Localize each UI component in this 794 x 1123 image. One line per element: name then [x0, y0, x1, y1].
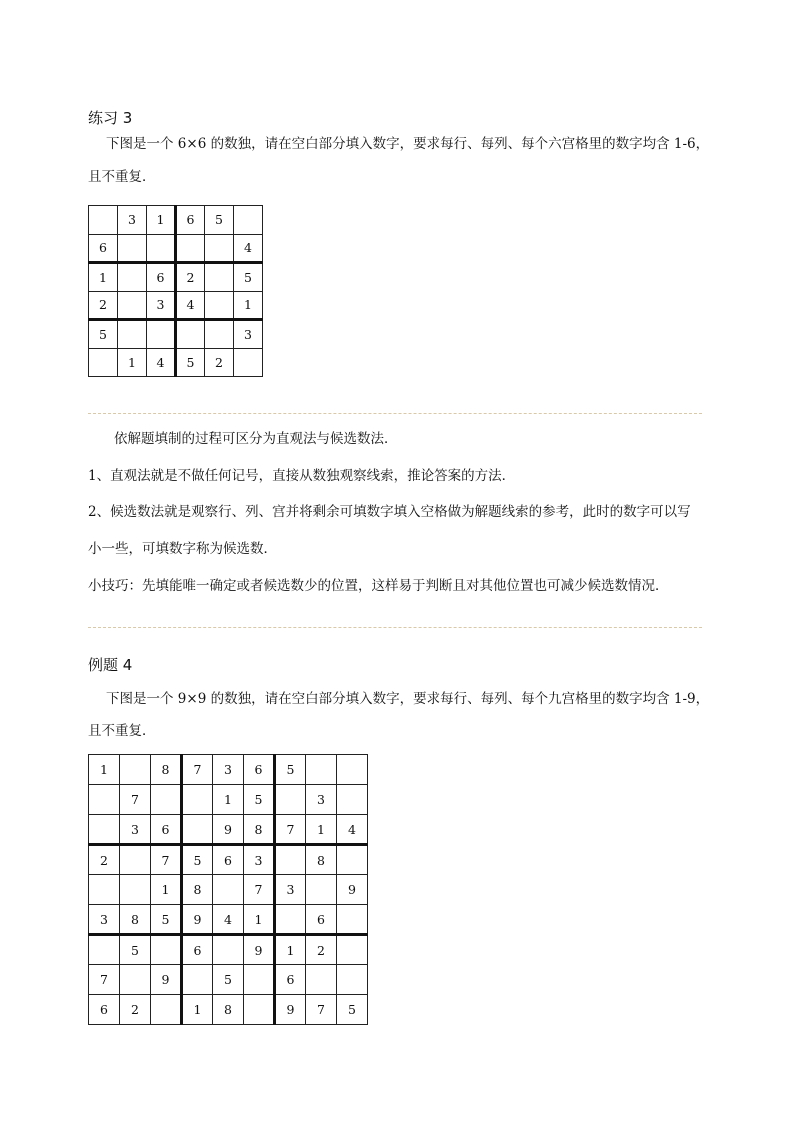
sudoku-9x9-cell: 1 — [244, 905, 275, 935]
sudoku-6x6-cell: 1 — [234, 291, 263, 320]
sudoku-6x6-cell[interactable] — [234, 348, 263, 377]
sudoku-9x9-cell: 9 — [244, 935, 275, 965]
sudoku-6x6-cell[interactable] — [147, 234, 176, 263]
sudoku-9x9-row — [89, 845, 368, 875]
sudoku-9x9-cell[interactable] — [306, 755, 337, 785]
exercise-3-instruction-line1: 下图是一个 6×6 的数独，请在空白部分填入数字，要求每行、每列、每个六宫格里的数字均含 1-6， — [106, 136, 710, 152]
sudoku-9x9-cell: 8 — [213, 995, 244, 1025]
sudoku-9x9-cell[interactable] — [275, 785, 306, 815]
sudoku-9x9-cell[interactable] — [120, 755, 151, 785]
sudoku-9x9-cell[interactable] — [89, 815, 120, 845]
sudoku-9x9-cell: 9 — [151, 965, 182, 995]
sudoku-6x6-cell: 1 — [147, 206, 176, 235]
sudoku-6x6-grid — [88, 205, 263, 377]
sudoku-9x9-cell: 8 — [244, 815, 275, 845]
sudoku-9x9-cell[interactable] — [151, 785, 182, 815]
sudoku-6x6-cell[interactable] — [176, 234, 205, 263]
sudoku-9x9-cell[interactable] — [337, 845, 368, 875]
sudoku-9x9-row — [89, 965, 368, 995]
sudoku-9x9-cell: 3 — [213, 755, 244, 785]
sudoku-9x9-cell[interactable] — [244, 965, 275, 995]
sudoku-9x9-cell: 5 — [182, 845, 213, 875]
sudoku-6x6-cell: 4 — [234, 234, 263, 263]
sudoku-9x9-cell: 7 — [244, 875, 275, 905]
sudoku-6x6-cell[interactable] — [205, 234, 234, 263]
method-intro: 依解题填制的过程可区分为直观法与候选数法． — [114, 431, 398, 447]
sudoku-9x9-cell: 7 — [89, 965, 120, 995]
sudoku-6x6-cell: 1 — [118, 348, 147, 377]
sudoku-9x9-grid — [88, 754, 368, 1025]
sudoku-9x9-cell[interactable] — [182, 815, 213, 845]
sudoku-6x6-cell: 3 — [118, 206, 147, 235]
sudoku-9x9-cell[interactable] — [337, 785, 368, 815]
sudoku-6x6-cell[interactable] — [89, 348, 118, 377]
sudoku-9x9-row — [89, 875, 368, 905]
sudoku-9x9-cell[interactable] — [213, 935, 244, 965]
sudoku-9x9-cell: 7 — [306, 995, 337, 1025]
sudoku-9x9-cell: 8 — [182, 875, 213, 905]
sudoku-9x9-cell[interactable] — [275, 905, 306, 935]
sudoku-9x9-cell: 1 — [275, 935, 306, 965]
sudoku-6x6-row — [89, 320, 263, 349]
sudoku-6x6-cell: 6 — [176, 206, 205, 235]
sudoku-9x9-cell: 6 — [213, 845, 244, 875]
sudoku-9x9-cell: 6 — [306, 905, 337, 935]
sudoku-9x9-cell: 8 — [151, 755, 182, 785]
sudoku-9x9-cell: 3 — [120, 815, 151, 845]
sudoku-9x9-cell: 8 — [120, 905, 151, 935]
method-item-2-line1: 2、候选数法就是观察行、列、宫并将剩余可填数字填入空格做为解题线索的参考，此时的数字可以写 — [88, 504, 691, 520]
sudoku-9x9-row — [89, 785, 368, 815]
sudoku-9x9-cell[interactable] — [89, 875, 120, 905]
sudoku-6x6-row — [89, 234, 263, 263]
sudoku-6x6-cell[interactable] — [118, 320, 147, 349]
sudoku-9x9-cell[interactable] — [306, 875, 337, 905]
sudoku-6x6-cell: 6 — [89, 234, 118, 263]
sudoku-9x9-cell[interactable] — [213, 875, 244, 905]
sudoku-9x9-cell: 5 — [151, 905, 182, 935]
sudoku-6x6-cell: 2 — [89, 291, 118, 320]
sudoku-9x9-cell: 5 — [244, 785, 275, 815]
sudoku-9x9-cell: 7 — [275, 815, 306, 845]
sudoku-9x9-cell: 6 — [182, 935, 213, 965]
method-tip: 小技巧：先填能唯一确定或者候选数少的位置，这样易于判断且对其他位置也可减少候选数情况． — [88, 578, 669, 594]
sudoku-9x9-cell: 6 — [151, 815, 182, 845]
example-4-title: 例题 4 — [88, 656, 133, 674]
sudoku-9x9-cell[interactable] — [89, 785, 120, 815]
sudoku-9x9-cell: 9 — [337, 875, 368, 905]
sudoku-9x9-cell: 5 — [120, 935, 151, 965]
sudoku-9x9-cell[interactable] — [89, 935, 120, 965]
sudoku-9x9-cell: 9 — [213, 815, 244, 845]
sudoku-6x6-cell: 2 — [176, 263, 205, 292]
sudoku-9x9-cell: 1 — [89, 755, 120, 785]
sudoku-9x9-row — [89, 995, 368, 1025]
sudoku-9x9-cell: 3 — [244, 845, 275, 875]
sudoku-6x6-cell: 5 — [176, 348, 205, 377]
sudoku-6x6-cell: 4 — [176, 291, 205, 320]
sudoku-9x9-cell: 4 — [337, 815, 368, 845]
sudoku-9x9-row — [89, 905, 368, 935]
sudoku-9x9-cell[interactable] — [120, 965, 151, 995]
sudoku-6x6-row — [89, 263, 263, 292]
example-4-instruction-line1: 下图是一个 9×9 的数独，请在空白部分填入数字，要求每行、每列、每个九宫格里的数字均含 1-9， — [106, 691, 710, 707]
sudoku-9x9-cell[interactable] — [120, 845, 151, 875]
sudoku-9x9-cell: 2 — [306, 935, 337, 965]
sudoku-6x6-cell: 5 — [234, 263, 263, 292]
sudoku-6x6-cell[interactable] — [118, 291, 147, 320]
sudoku-9x9-cell: 2 — [120, 995, 151, 1025]
sudoku-9x9-cell[interactable] — [244, 995, 275, 1025]
sudoku-9x9-cell[interactable] — [151, 935, 182, 965]
sudoku-9x9-cell: 3 — [306, 785, 337, 815]
sudoku-6x6-cell: 2 — [205, 348, 234, 377]
sudoku-9x9-cell: 9 — [275, 995, 306, 1025]
sudoku-9x9-cell[interactable] — [182, 785, 213, 815]
sudoku-6x6-cell: 5 — [89, 320, 118, 349]
sudoku-9x9-cell: 8 — [306, 845, 337, 875]
sudoku-9x9-cell: 1 — [182, 995, 213, 1025]
sudoku-9x9-cell: 9 — [182, 905, 213, 935]
sudoku-9x9-cell: 1 — [306, 815, 337, 845]
dashed-divider — [88, 413, 702, 414]
sudoku-6x6-cell: 4 — [147, 348, 176, 377]
sudoku-9x9-cell[interactable] — [337, 965, 368, 995]
sudoku-9x9-row — [89, 935, 368, 965]
sudoku-9x9-cell: 4 — [213, 905, 244, 935]
sudoku-6x6-cell[interactable] — [205, 320, 234, 349]
sudoku-9x9-cell[interactable] — [120, 875, 151, 905]
exercise-3-title: 练习 3 — [88, 109, 133, 127]
sudoku-9x9-cell: 1 — [151, 875, 182, 905]
method-item-1: 1、直观法就是不做任何记号，直接从数独观察线索，推论答案的方法． — [88, 468, 516, 484]
sudoku-6x6-cell: 5 — [205, 206, 234, 235]
sudoku-9x9-cell: 5 — [275, 755, 306, 785]
sudoku-9x9-cell: 6 — [275, 965, 306, 995]
sudoku-9x9-cell: 5 — [213, 965, 244, 995]
sudoku-6x6-cell: 3 — [234, 320, 263, 349]
sudoku-9x9-cell: 6 — [89, 995, 120, 1025]
sudoku-9x9-cell: 2 — [89, 845, 120, 875]
sudoku-9x9-cell[interactable] — [306, 965, 337, 995]
sudoku-6x6-cell[interactable] — [205, 291, 234, 320]
sudoku-9x9-cell: 7 — [120, 785, 151, 815]
sudoku-9x9-row — [89, 755, 368, 785]
sudoku-6x6-cell[interactable] — [118, 234, 147, 263]
sudoku-9x9-cell[interactable] — [337, 935, 368, 965]
sudoku-6x6-cell[interactable] — [147, 320, 176, 349]
sudoku-9x9-cell: 7 — [151, 845, 182, 875]
sudoku-9x9-cell: 1 — [213, 785, 244, 815]
exercise-3-instruction-line2: 且不重复． — [88, 169, 156, 185]
example-4-instruction-line2: 且不重复． — [88, 723, 156, 739]
sudoku-6x6-cell[interactable] — [176, 320, 205, 349]
sudoku-6x6-cell[interactable] — [118, 263, 147, 292]
sudoku-6x6-cell[interactable] — [205, 263, 234, 292]
sudoku-6x6-cell: 1 — [89, 263, 118, 292]
sudoku-6x6-cell[interactable] — [234, 206, 263, 235]
sudoku-9x9-cell: 7 — [182, 755, 213, 785]
sudoku-9x9-row — [89, 815, 368, 845]
sudoku-9x9-cell: 6 — [244, 755, 275, 785]
sudoku-9x9-cell[interactable] — [275, 845, 306, 875]
sudoku-9x9-cell: 3 — [89, 905, 120, 935]
method-item-2-line2: 小一些，可填数字称为候选数． — [88, 541, 277, 557]
dashed-divider — [88, 627, 702, 628]
sudoku-9x9-cell[interactable] — [337, 755, 368, 785]
sudoku-9x9-cell: 3 — [275, 875, 306, 905]
sudoku-9x9-cell[interactable] — [151, 995, 182, 1025]
sudoku-6x6-cell[interactable] — [89, 206, 118, 235]
sudoku-6x6-row — [89, 206, 263, 235]
sudoku-6x6-row — [89, 348, 263, 377]
sudoku-6x6-row — [89, 291, 263, 320]
sudoku-6x6-cell: 6 — [147, 263, 176, 292]
sudoku-9x9-cell: 5 — [337, 995, 368, 1025]
sudoku-6x6-cell: 3 — [147, 291, 176, 320]
sudoku-9x9-cell[interactable] — [337, 905, 368, 935]
sudoku-9x9-cell[interactable] — [182, 965, 213, 995]
